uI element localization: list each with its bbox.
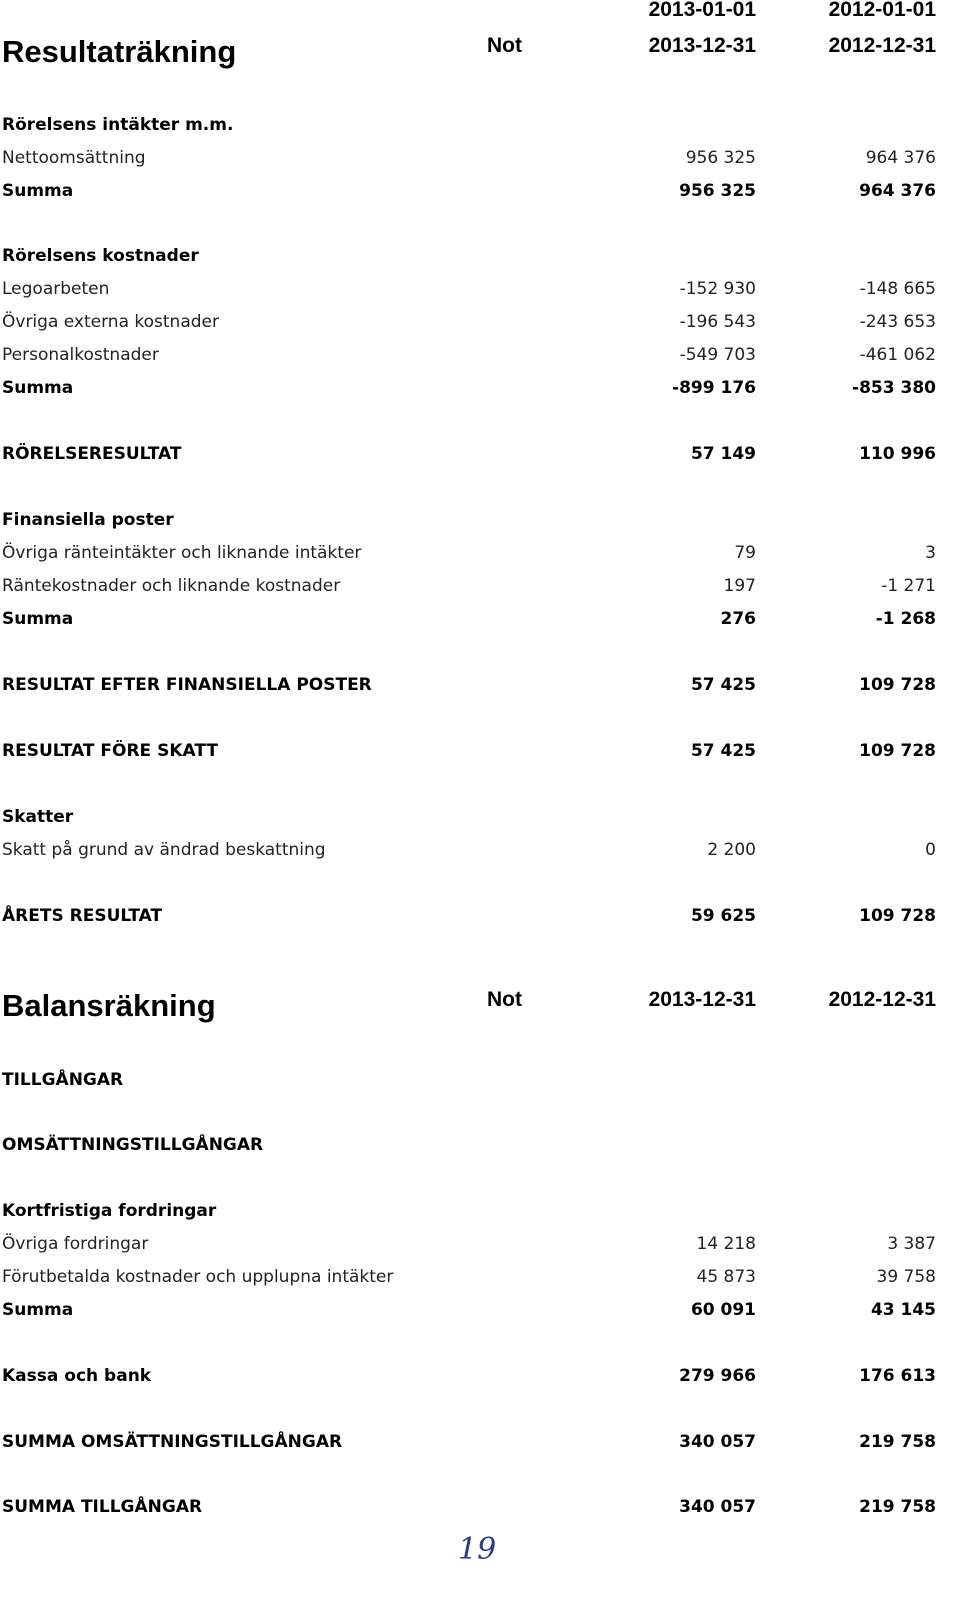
row-value-previous: -461 062	[859, 345, 936, 365]
row-value-current: 956 325	[679, 181, 756, 201]
row-value-previous: 964 376	[865, 148, 936, 168]
page-number: 19	[458, 1532, 497, 1567]
row-value-current: 60 091	[690, 1300, 756, 1320]
statement-row	[0, 1197, 960, 1225]
row-label: Summa	[2, 609, 74, 629]
statement-row	[0, 902, 960, 930]
statement-row	[0, 144, 960, 172]
row-value-current: 956 325	[685, 148, 756, 168]
row-label: Summa	[2, 1300, 74, 1320]
row-value-previous: 43 145	[870, 1300, 936, 1320]
row-value-previous: 219 758	[859, 1497, 936, 1517]
row-label: Rörelsens intäkter m.m.	[2, 115, 234, 135]
period-end-current: 2013-12-31	[648, 34, 756, 57]
row-value-current: 279 966	[679, 1366, 756, 1386]
row-value-previous: -1 271	[881, 576, 936, 596]
statement-row	[0, 341, 960, 369]
row-label: RESULTAT FÖRE SKATT	[2, 741, 218, 761]
row-value-current: 79	[734, 543, 756, 563]
row-value-current: 57 425	[690, 741, 756, 761]
row-value-previous: 3	[925, 543, 936, 563]
row-label: Personalkostnader	[2, 345, 159, 365]
row-value-previous: 176 613	[859, 1366, 936, 1386]
row-label: Legoarbeten	[2, 279, 110, 299]
statement-row	[0, 1066, 960, 1094]
row-value-current: 45 873	[696, 1267, 756, 1287]
statement-row	[0, 803, 960, 831]
row-value-current: 197	[723, 576, 756, 596]
row-value-previous: 219 758	[859, 1432, 936, 1452]
statement-row	[0, 539, 960, 567]
statement-row	[0, 1263, 960, 1291]
period-start-previous: 2012-01-01	[828, 0, 936, 21]
statement-row	[0, 308, 960, 336]
row-value-current: -549 703	[679, 345, 756, 365]
row-label: Finansiella poster	[2, 510, 174, 530]
row-label: RÖRELSERESULTAT	[2, 444, 182, 464]
row-value-current: 14 218	[696, 1234, 756, 1254]
row-label: Förutbetalda kostnader och upplupna intäkter	[2, 1267, 394, 1287]
statement-row	[0, 111, 960, 139]
row-value-previous: 39 758	[876, 1267, 936, 1287]
row-value-previous: 964 376	[859, 181, 936, 201]
row-label: Nettoomsättning	[2, 148, 146, 168]
income-statement-title: Resultaträkning	[2, 34, 237, 69]
statement-row	[0, 605, 960, 633]
statement-row	[0, 506, 960, 534]
row-value-previous: 0	[925, 840, 936, 860]
row-label: Övriga fordringar	[2, 1234, 149, 1254]
row-label: Övriga externa kostnader	[2, 312, 219, 332]
statement-row	[0, 1428, 960, 1456]
row-label: Kortfristiga fordringar	[2, 1201, 217, 1221]
statement-row	[0, 1131, 960, 1159]
statement-row	[0, 671, 960, 699]
row-label: Skatt på grund av ändrad beskattning	[2, 840, 326, 860]
row-value-current: -899 176	[672, 378, 756, 398]
statement-row	[0, 440, 960, 468]
period-start-current: 2013-01-01	[648, 0, 756, 21]
row-value-previous: 110 996	[859, 444, 936, 464]
statement-row	[0, 374, 960, 402]
statement-row	[0, 737, 960, 765]
row-value-previous: 3 387	[887, 1234, 936, 1254]
row-value-current: 2 200	[707, 840, 756, 860]
row-value-current: 340 057	[679, 1432, 756, 1452]
balance-note-column-header: Not	[487, 988, 522, 1011]
statement-row	[0, 572, 960, 600]
balance-date-current: 2013-12-31	[648, 988, 756, 1011]
row-label: Räntekostnader och liknande kostnader	[2, 576, 341, 596]
row-label: TILLGÅNGAR	[2, 1070, 124, 1090]
row-value-current: -152 930	[679, 279, 756, 299]
row-value-previous: -853 380	[852, 378, 936, 398]
row-label: RESULTAT EFTER FINANSIELLA POSTER	[2, 675, 372, 695]
row-label: ÅRETS RESULTAT	[2, 906, 163, 926]
statement-row	[0, 177, 960, 205]
row-value-current: 57 149	[690, 444, 756, 464]
row-label: OMSÄTTNINGSTILLGÅNGAR	[2, 1135, 264, 1155]
statement-row	[0, 1296, 960, 1324]
row-label: Kassa och bank	[2, 1366, 152, 1386]
row-value-previous: 109 728	[859, 675, 936, 695]
row-label: Summa	[2, 181, 74, 201]
row-value-current: 276	[720, 609, 756, 629]
row-value-current: 340 057	[679, 1497, 756, 1517]
row-label: SUMMA TILLGÅNGAR	[2, 1497, 203, 1517]
statement-row	[0, 1362, 960, 1390]
row-value-previous: -1 268	[875, 609, 936, 629]
statement-row	[0, 1230, 960, 1258]
statement-row	[0, 275, 960, 303]
row-label: SUMMA OMSÄTTNINGSTILLGÅNGAR	[2, 1432, 343, 1452]
row-label: Skatter	[2, 807, 74, 827]
row-value-previous: 109 728	[859, 741, 936, 761]
statement-row	[0, 242, 960, 270]
row-value-previous: 109 728	[859, 906, 936, 926]
period-end-previous: 2012-12-31	[828, 34, 936, 57]
row-value-previous: -148 665	[859, 279, 936, 299]
row-value-current: -196 543	[679, 312, 756, 332]
row-value-current: 57 425	[690, 675, 756, 695]
note-column-header: Not	[487, 34, 522, 57]
statement-row	[0, 1493, 960, 1521]
row-value-previous: -243 653	[859, 312, 936, 332]
statement-row	[0, 836, 960, 864]
row-label: Övriga ränteintäkter och liknande intäkter	[2, 543, 362, 563]
row-label: Rörelsens kostnader	[2, 246, 199, 266]
row-value-current: 59 625	[690, 906, 756, 926]
balance-sheet-title: Balansräkning	[2, 988, 216, 1023]
row-label: Summa	[2, 378, 74, 398]
balance-date-previous: 2012-12-31	[828, 988, 936, 1011]
